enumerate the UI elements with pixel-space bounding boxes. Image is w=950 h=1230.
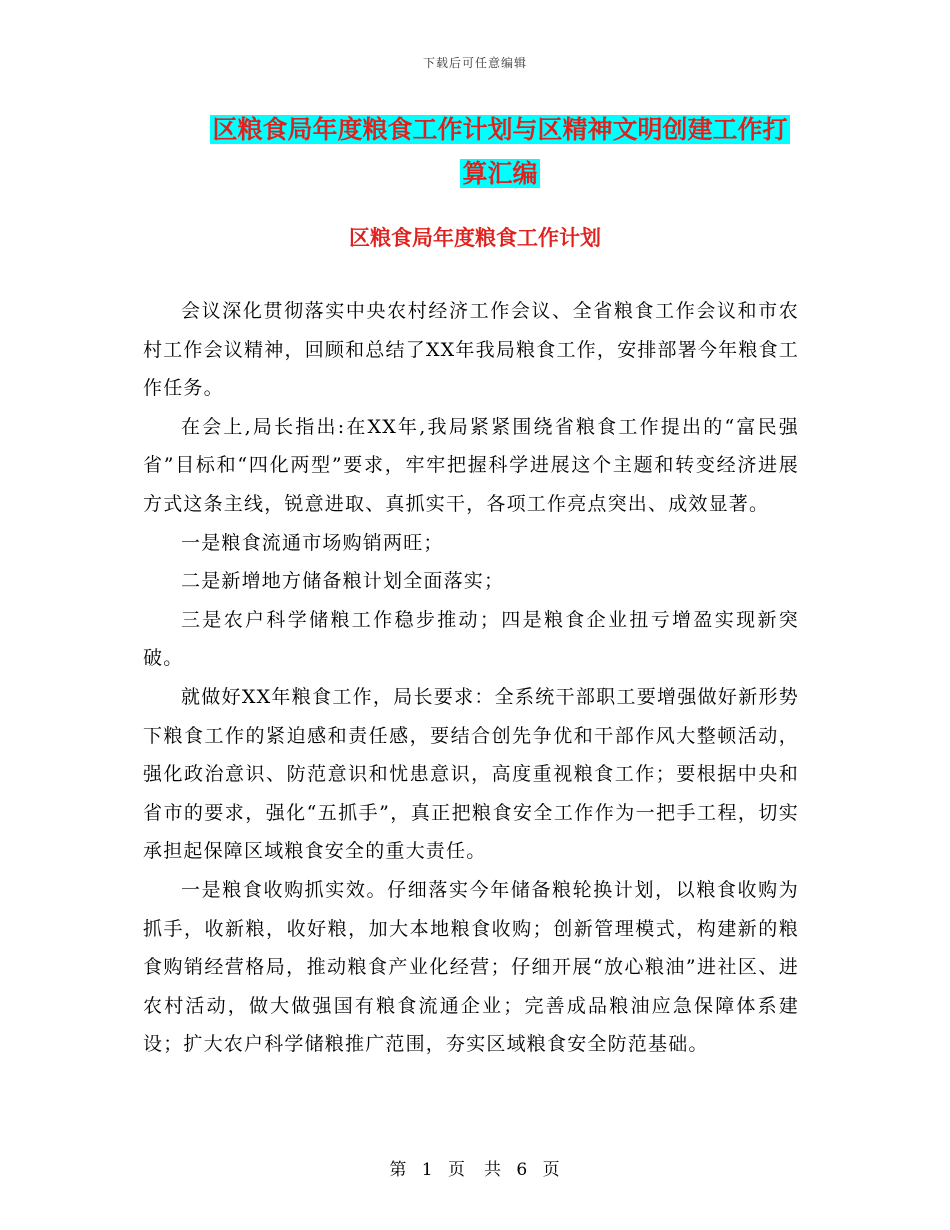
paragraph: 就做好XX年粮食工作，局长要求：全系统干部职工要增强做好新形势下粮食工作的紧迫感和责任感，要结合创先争优和干部作风大整顿活动，强化政治意识、防范意识和忧患意识，高度重视粮食工作；要根据中央和省市的要求，强化“五抓手”，真正把粮食安全工作作为一把手工程，切实承担起保障区域粮食安全的重大责任。 <box>143 685 799 863</box>
page-header-note: 下载后可任意编辑 <box>422 56 527 70</box>
paragraph: 会议深化贯彻落实中央农村经济工作会议、全省粮食工作会议和市农村工作会议精神，回顾和总结了XX年我局粮食工作，安排部署今年粮食工作任务。 <box>143 300 799 400</box>
page-suffix: 页 <box>542 1160 561 1180</box>
page-footer <box>0 1155 950 1180</box>
document-title <box>190 108 810 196</box>
paragraph: 一是粮食收购抓实效。仔细落实今年储备粮轮换计划，以粮食收购为抓手，收新粮，收好粮，加大本地粮食收购；创新管理模式，构建新的粮食购销经营格局，推动粮食产业化经营；仔细开展“放心粮油”进社区、进农村活动，做大做强国有粮食流通企业；完善成品粮油应急保障体系建设；扩大农户科学储粮推广范围，夯实区域粮食安全防范基础。 <box>143 878 799 1056</box>
paragraph: 一是粮食流通市场购销两旺； <box>181 531 444 554</box>
section-title: 区粮食局年度粮食工作计划 <box>349 226 601 250</box>
total-pages: 6 <box>516 1160 529 1180</box>
document-title-line1: 区粮食局年度粮食工作计划与区精神文明创建工作打 <box>212 115 788 144</box>
paragraph: 在会上,局长指出:在XX年,我局紧紧围绕省粮食工作提出的“富民强省”目标和“四化两型”要求，牢牢把握科学进展这个主题和转变经济进展方式这条主线，锐意进取、真抓实干，各项工作亮点突出、成效显著。 <box>143 415 799 515</box>
document-body <box>143 292 799 1064</box>
paragraph: 二是新增地方储备粮计划全面落实； <box>181 570 505 593</box>
current-page-number: 1 <box>421 1160 434 1180</box>
page-mid: 页 共 <box>448 1160 502 1180</box>
paragraph: 三是农户科学储粮工作稳步推动；四是粮食企业扭亏增盈实现新突破。 <box>143 608 799 670</box>
document-title-line2: 算汇编 <box>462 159 538 188</box>
page-prefix: 第 <box>389 1160 408 1180</box>
